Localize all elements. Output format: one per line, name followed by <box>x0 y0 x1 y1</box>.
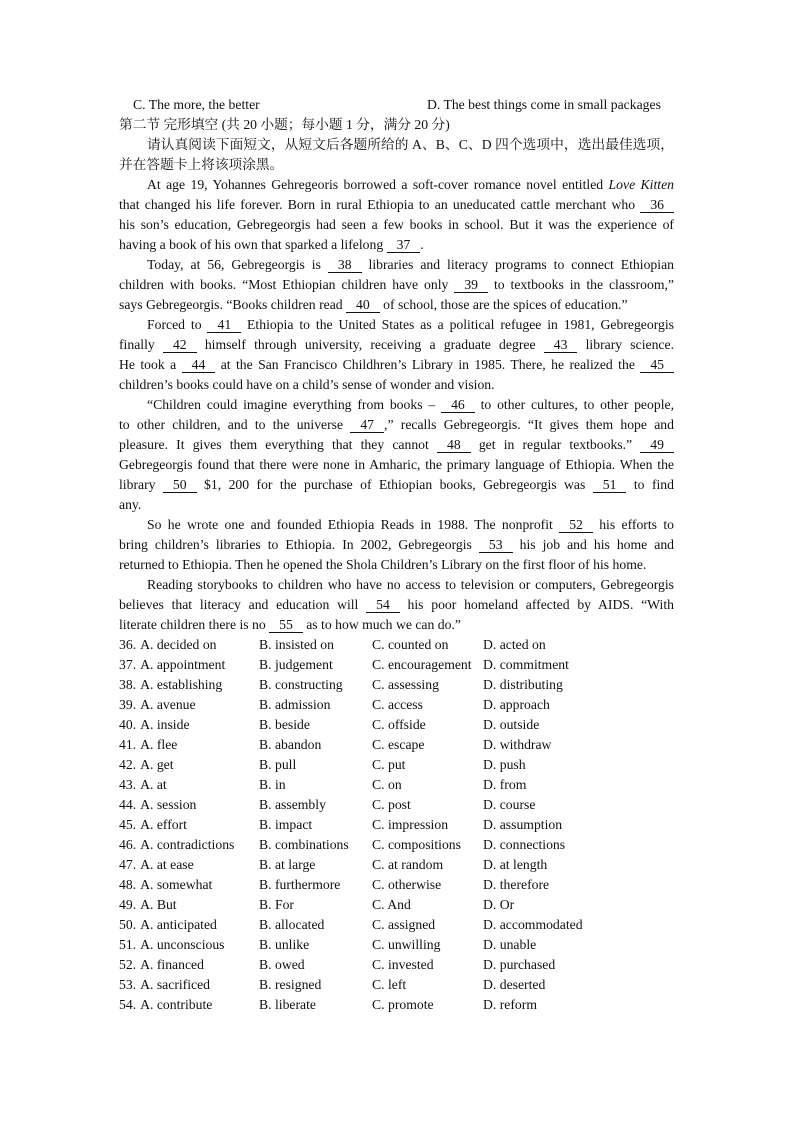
option-a: A. financed <box>140 957 204 972</box>
question-row-49 <box>119 895 674 915</box>
answer-blank-55: 55 <box>269 618 303 633</box>
question-row-48 <box>119 875 674 895</box>
passage-line <box>119 175 674 195</box>
passage-text: to find <box>626 477 674 492</box>
passage-text: that changed his life forever. Born in rural Ethiopia to an uneducated cattle merchant who <box>119 197 641 212</box>
previous-question-options <box>119 95 674 115</box>
question-number: 54. <box>119 997 137 1012</box>
option-c: C. compositions <box>372 837 461 852</box>
question-first-cell <box>119 915 259 935</box>
passage-text: his efforts to <box>592 517 674 532</box>
passage-text: libraries and literacy programs to connect Ethiopian <box>361 257 674 272</box>
passage-text: as to how much we can do.” <box>302 617 461 632</box>
passage-text: “Children could imagine everything from books – <box>147 397 442 412</box>
option-a: A. session <box>140 797 197 812</box>
passage-text: any. <box>119 497 142 512</box>
question-number: 40. <box>119 717 137 732</box>
previous-option-c: C. The more, the better <box>133 97 260 112</box>
option-d: D. purchased <box>483 957 556 972</box>
option-b: B. abandon <box>259 737 322 752</box>
option-a: A. avenue <box>140 697 196 712</box>
option-c: C. put <box>372 757 406 772</box>
passage-text: library science. <box>577 337 675 352</box>
question-first-cell <box>119 755 259 775</box>
option-c: C. escape <box>372 737 425 752</box>
question-number: 49. <box>119 897 137 912</box>
question-number: 42. <box>119 757 137 772</box>
answer-blank-53: 53 <box>479 538 513 553</box>
passage-text: bring children’s libraries to Ethiopia. In 2002, Gebregeorgis <box>119 537 479 552</box>
question-first-cell <box>119 675 259 695</box>
option-a: A. anticipated <box>140 917 217 932</box>
option-d: D. distributing <box>483 677 563 692</box>
option-a: A. at ease <box>140 857 194 872</box>
passage-text: having a book of his own that sparked a lifelong <box>119 237 387 252</box>
question-number: 48. <box>119 877 137 892</box>
option-a: A. effort <box>140 817 187 832</box>
option-b: B. admission <box>259 697 331 712</box>
option-a: A. at <box>140 777 167 792</box>
passage-text: his poor homeland affected by AIDS. “With <box>399 597 675 612</box>
option-d: D. approach <box>483 697 550 712</box>
option-c: C. And <box>372 897 411 912</box>
passage-paragraph <box>119 175 674 255</box>
answer-blank-36: 36 <box>640 198 674 213</box>
exam-page-content <box>119 95 674 1015</box>
option-d: D. connections <box>483 837 566 852</box>
question-first-cell <box>119 695 259 715</box>
option-d: D. unable <box>483 937 537 952</box>
question-number: 36. <box>119 637 137 652</box>
question-first-cell <box>119 975 259 995</box>
question-number: 46. <box>119 837 137 852</box>
option-b: B. impact <box>259 817 313 832</box>
question-row-53 <box>119 975 674 995</box>
passage-line <box>119 535 674 555</box>
answer-blank-50: 50 <box>163 478 197 493</box>
passage-line <box>119 455 674 475</box>
option-d: D. commitment <box>483 657 569 672</box>
option-b: B. insisted on <box>259 637 334 652</box>
option-b: B. beside <box>259 717 310 732</box>
option-d: D. acted on <box>483 637 546 652</box>
answer-blank-39: 39 <box>454 278 488 293</box>
passage-paragraph <box>119 395 674 515</box>
passage-text: himself through university, receiving a graduate degree <box>196 337 544 352</box>
passage-text: literate children there is no <box>119 617 270 632</box>
option-a: A. flee <box>140 737 178 752</box>
option-b: B. combinations <box>259 837 349 852</box>
question-first-cell <box>119 835 259 855</box>
passage-text: ,” recalls Gebregeorgis. “It gives them hope and <box>384 417 674 432</box>
passage-text: . <box>420 237 424 252</box>
option-c: C. at random <box>372 857 444 872</box>
passage-text: believes that literacy and education will <box>119 597 367 612</box>
answer-blank-44: 44 <box>182 358 216 373</box>
passage-line <box>119 235 674 255</box>
option-a: A. contribute <box>140 997 213 1012</box>
question-first-cell <box>119 635 259 655</box>
passage-line <box>119 515 674 535</box>
passage-paragraph <box>119 315 674 395</box>
answer-blank-48: 48 <box>437 438 471 453</box>
option-a: A. unconscious <box>140 937 225 952</box>
option-b: B. furthermore <box>259 877 341 892</box>
option-c: C. post <box>372 797 411 812</box>
option-b: B. assembly <box>259 797 326 812</box>
passage-text: his son’s education, Gebregeorgis had seen a few books in school. But it was the experience of <box>119 217 674 232</box>
question-row-47 <box>119 855 674 875</box>
option-c: C. impression <box>372 817 449 832</box>
option-b: B. resigned <box>259 977 322 992</box>
passage-paragraph <box>119 515 674 575</box>
answer-blank-52: 52 <box>559 518 593 533</box>
question-first-cell <box>119 955 259 975</box>
question-first-cell <box>119 735 259 755</box>
passage-line <box>119 355 674 375</box>
passage-text: Reading storybooks to children who have no access to television or computers, Gebregeorgis <box>147 577 674 592</box>
option-d: D. at length <box>483 857 548 872</box>
question-first-cell <box>119 655 259 675</box>
question-number: 50. <box>119 917 137 932</box>
option-c: C. assessing <box>372 677 439 692</box>
book-title: Love Kitten <box>608 177 674 192</box>
passage-text: So he wrote one and founded Ethiopia Reads in 1988. The nonprofit <box>147 517 560 532</box>
question-number: 51. <box>119 937 137 952</box>
passage-line <box>119 375 674 395</box>
passage-text: returned to Ethiopia. Then he opened the Shola Children’s Library on the first floor of his home. <box>119 557 647 572</box>
question-number: 52. <box>119 957 137 972</box>
passage-text: to other children, and to the universe <box>119 417 351 432</box>
option-b: B. owed <box>259 957 305 972</box>
passage-line <box>119 475 674 495</box>
option-b: B. unlike <box>259 937 310 952</box>
question-row-44 <box>119 795 674 815</box>
passage-paragraph <box>119 575 674 635</box>
question-number: 39. <box>119 697 137 712</box>
option-b: B. constructing <box>259 677 343 692</box>
option-d: D. from <box>483 777 527 792</box>
passage-line <box>119 415 674 435</box>
question-row-39 <box>119 695 674 715</box>
option-b: B. at large <box>259 857 316 872</box>
passage-line <box>119 215 674 235</box>
option-c: C. otherwise <box>372 877 442 892</box>
option-a: A. sacrificed <box>140 977 211 992</box>
question-first-cell <box>119 815 259 835</box>
question-row-41 <box>119 735 674 755</box>
passage-text: Gebregeorgis found that there were none in Amharic, the primary language of Ethiopia. When the <box>119 457 674 472</box>
question-first-cell <box>119 935 259 955</box>
instruction-line-2: 并在答题卡上将该项涂黑。 <box>119 157 284 172</box>
option-c: C. invested <box>372 957 434 972</box>
cloze-passage <box>119 175 674 635</box>
question-row-52 <box>119 955 674 975</box>
passage-line <box>119 295 674 315</box>
question-first-cell <box>119 715 259 735</box>
question-number: 37. <box>119 657 137 672</box>
option-a: A. But <box>140 897 177 912</box>
previous-option-d: D. The best things come in small packages <box>427 97 661 112</box>
answer-blank-40: 40 <box>346 298 380 313</box>
passage-text: He took a <box>119 357 182 372</box>
option-d: D. outside <box>483 717 540 732</box>
question-number: 38. <box>119 677 137 692</box>
passage-text: says Gebregeorgis. “Books children read <box>119 297 347 312</box>
question-row-42 <box>119 755 674 775</box>
passage-line <box>119 495 674 515</box>
passage-line <box>119 335 674 355</box>
passage-text: his job and his home and <box>512 537 675 552</box>
passage-text: At age 19, Yohannes Gehregeoris borrowed a soft-cover romance novel entitled <box>147 177 609 192</box>
passage-line <box>119 395 674 415</box>
option-c: C. promote <box>372 997 434 1012</box>
option-c: C. left <box>372 977 407 992</box>
passage-line <box>119 595 674 615</box>
option-a: A. establishing <box>140 677 223 692</box>
question-row-46 <box>119 835 674 855</box>
answer-blank-37: 37 <box>387 238 421 253</box>
passage-text: finally <box>119 337 163 352</box>
passage-line <box>119 255 674 275</box>
option-d: D. assumption <box>483 817 563 832</box>
option-b: B. judgement <box>259 657 333 672</box>
passage-line <box>119 615 674 635</box>
question-number: 41. <box>119 737 137 752</box>
question-row-51 <box>119 935 674 955</box>
question-list <box>119 635 674 1015</box>
passage-line <box>119 195 674 215</box>
question-first-cell <box>119 875 259 895</box>
answer-blank-38: 38 <box>328 258 362 273</box>
passage-text: Forced to <box>147 317 208 332</box>
question-row-36 <box>119 635 674 655</box>
passage-line <box>119 275 674 295</box>
passage-line <box>119 555 674 575</box>
passage-text: library <box>119 477 163 492</box>
option-a: A. somewhat <box>140 877 213 892</box>
answer-blank-54: 54 <box>366 598 400 613</box>
question-row-38 <box>119 675 674 695</box>
question-row-40 <box>119 715 674 735</box>
passage-line <box>119 435 674 455</box>
option-b: B. allocated <box>259 917 325 932</box>
option-d: D. reform <box>483 997 537 1012</box>
passage-text: children with books. “Most Ethiopian children have only <box>119 277 455 292</box>
option-d: D. course <box>483 797 536 812</box>
answer-blank-47: 47 <box>350 418 384 433</box>
option-b: B. pull <box>259 757 297 772</box>
answer-blank-45: 45 <box>640 358 674 373</box>
answer-blank-46: 46 <box>441 398 475 413</box>
option-d: D. deserted <box>483 977 546 992</box>
answer-blank-43: 43 <box>544 338 578 353</box>
question-first-cell <box>119 895 259 915</box>
option-a: A. inside <box>140 717 190 732</box>
option-c: C. encouragement <box>372 657 472 672</box>
option-b: B. in <box>259 777 286 792</box>
passage-text: $1, 200 for the purchase of Ethiopian books, Gebregeorgis was <box>196 477 593 492</box>
instruction-line-1: 请认真阅读下面短文，从短文后各题所给的 A、B、C、D 四个选项中，选出最佳选项， <box>147 137 674 152</box>
passage-text: to textbooks in the classroom,” <box>488 277 674 292</box>
option-c: C. on <box>372 777 402 792</box>
question-number: 43. <box>119 777 137 792</box>
option-a: A. decided on <box>140 637 217 652</box>
passage-line <box>119 315 674 335</box>
option-c: C. assigned <box>372 917 436 932</box>
answer-blank-42: 42 <box>163 338 197 353</box>
question-number: 47. <box>119 857 137 872</box>
passage-line <box>119 575 674 595</box>
option-a: A. get <box>140 757 174 772</box>
option-c: C. counted on <box>372 637 449 652</box>
passage-text: of school, those are the spices of education.” <box>379 297 628 312</box>
option-d: D. therefore <box>483 877 550 892</box>
passage-text: children’s books could have on a child’s sense of wonder and vision. <box>119 377 495 392</box>
question-row-43 <box>119 775 674 795</box>
answer-blank-51: 51 <box>593 478 627 493</box>
question-number: 44. <box>119 797 137 812</box>
question-first-cell <box>119 795 259 815</box>
passage-text: Ethiopia to the United States as a political refugee in 1981, Gebregeorgis <box>241 317 674 332</box>
option-d: D. accommodated <box>483 917 583 932</box>
question-row-37 <box>119 655 674 675</box>
passage-text: to other cultures, to other people, <box>474 397 674 412</box>
passage-text: at the San Francisco Childhren’s Library in 1985. There, he realized the <box>215 357 641 372</box>
section-heading: 第二节 完形填空 (共 20 小题；每小题 1 分，满分 20 分) <box>119 117 450 132</box>
question-first-cell <box>119 775 259 795</box>
option-c: C. unwilling <box>372 937 441 952</box>
option-d: D. push <box>483 757 526 772</box>
question-first-cell <box>119 855 259 875</box>
question-number: 45. <box>119 817 137 832</box>
question-number: 53. <box>119 977 137 992</box>
option-d: D. withdraw <box>483 737 552 752</box>
option-a: A. contradictions <box>140 837 235 852</box>
passage-paragraph <box>119 255 674 315</box>
option-b: B. For <box>259 897 294 912</box>
passage-text: get in regular textbooks.” <box>470 437 641 452</box>
question-row-45 <box>119 815 674 835</box>
question-first-cell <box>119 995 259 1015</box>
option-b: B. liberate <box>259 997 317 1012</box>
answer-blank-49: 49 <box>640 438 674 453</box>
passage-text: pleasure. It gives them everything that they cannot <box>119 437 437 452</box>
option-a: A. appointment <box>140 657 226 672</box>
question-row-54 <box>119 995 674 1015</box>
option-c: C. offside <box>372 717 426 732</box>
question-row-50 <box>119 915 674 935</box>
passage-text: Today, at 56, Gebregeorgis is <box>147 257 328 272</box>
option-d: D. Or <box>483 897 515 912</box>
answer-blank-41: 41 <box>207 318 241 333</box>
option-c: C. access <box>372 697 423 712</box>
